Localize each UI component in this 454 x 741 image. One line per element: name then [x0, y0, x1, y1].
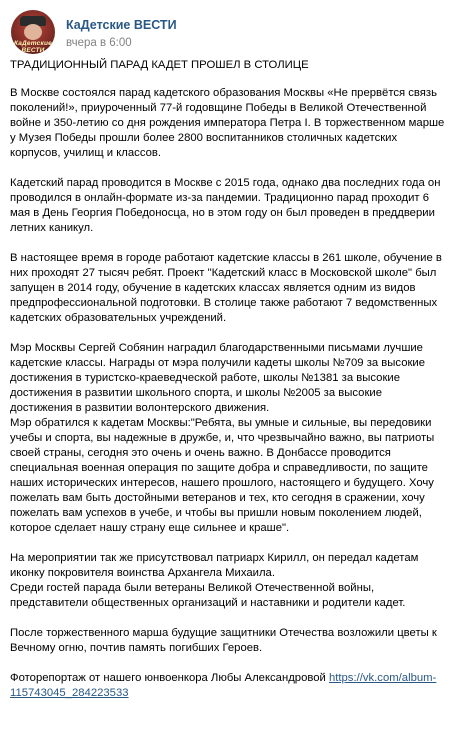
- avatar-logo-text: КаДетские ВЕСТИ: [14, 40, 52, 54]
- paragraph-mayor-quote: Мэр обратился к кадетам Москвы:"Ребята, вы умные и сильные, вы передовики учебы и спорта, вы надежные в дружбе, и, что чрезвычайно важно, вы патриоты своей страны, сегодня это очень и очень важно. В Донбассе проводится специальная военная операция по защите добра и справедливости, по защите наших исторических интересов, нашего прошлого, настоящего и будущего. Хочу пожелать вам быть достойными ветеранов и тех, кто сегодня в сражении, хочу пожелать вам успехов в учебе, и чтобы вы пришли новым поколением людей, которое сделает нашу страну еще сильнее и краше".: [10, 417, 435, 534]
- photo-report-text: Фоторепортаж от нашего юнвоенкора Любы Александровой: [10, 672, 326, 684]
- paragraph-photo-report: [10, 671, 446, 701]
- paragraph-awards-group: [10, 341, 446, 536]
- paragraph-guests: Среди гостей парада были ветераны Великой Отечественной войны, представители общественных организаций и наставники и родители кадет.: [10, 582, 406, 609]
- paragraph-history: Кадетский парад проводится в Москве с 2015 года, однако два последних года он проводился в онлайн-формате из-за пандемии. Традиционно парад проходит 6 мая в День Георгия Победоносца, но в этом году он был проведен в преддверии летних каникул.: [10, 177, 441, 234]
- post-header: [11, 10, 441, 54]
- paragraph-intro: В Москве состоялся парад кадетского образования Москвы «Не прервётся связь поколений!», приуроченный 77-й годовщине Победы в Великой Отечественной войне и 350-летию со дня рождения императора Петра I. В торжественном марше у Музея Победы прошли более 2800 воспитанников столичных кадетских корпусов, училищ и классов.: [10, 87, 445, 159]
- photo-album-link[interactable]: https://vk.com/album-115743045_284223533: [10, 672, 437, 699]
- paragraph-awards: Мэр Москвы Сергей Собянин наградил благодарственными письмами лучшие кадетские классы. Награды от мэра получили кадеты школы №709 за высокие достижения в туристско-краеведческой работе, школы №1381 за высокие достижения в развитии школьного спорта, и школы №2005 за высокие достижения в развитии волонтерского движения.: [10, 342, 426, 414]
- author-name[interactable]: КаДетские ВЕСТИ: [66, 18, 177, 32]
- paragraph-classes: В настоящее время в городе работают кадетские классы в 261 школе, обучение в них проходят 27 тысяч ребят. Проект "Кадетский класс в Московской школе" был запущен в 2014 году, обучение в кадетских классах является одним из видов предпрофессиональной подготовки. В столице также работают 7 ведомственных кадетских образовательных учреждений.: [10, 252, 442, 324]
- post-text: [10, 58, 446, 716]
- post-time[interactable]: вчера в 6:00: [66, 37, 132, 49]
- avatar[interactable]: [11, 10, 55, 54]
- paragraph-guests-group: [10, 551, 446, 611]
- post-title: ТРАДИЦИОННЫЙ ПАРАД КАДЕТ ПРОШЕЛ В СТОЛИЦЕ: [10, 59, 309, 71]
- avatar-face-shape: [24, 24, 42, 40]
- paragraph-flowers: После торжественного марша будущие защитники Отечества возложили цветы к Вечному огню, почтив память погибших Героев.: [10, 627, 437, 654]
- paragraph-patriarch: На мероприятии так же присутствовал патриарх Кирилл, он передал кадетам иконку покровителя воинства Архангела Михаила.: [10, 552, 419, 579]
